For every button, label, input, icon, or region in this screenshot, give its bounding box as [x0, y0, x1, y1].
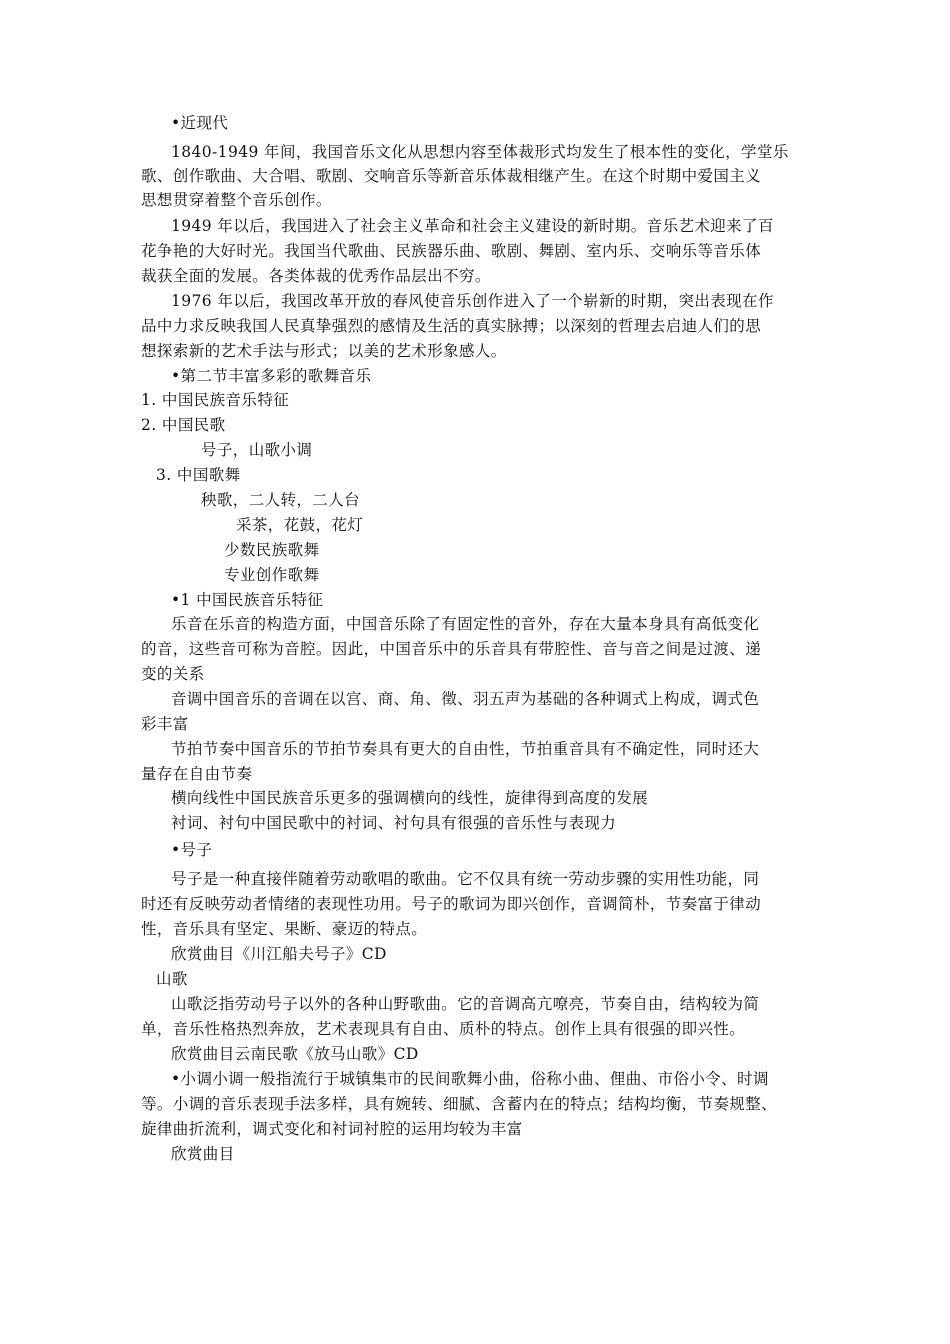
sub-item: 号子，山歌小调 — [201, 441, 313, 459]
paragraph-line: 彩丰富 — [141, 715, 189, 733]
paragraph-line: 1976 年以后，我国改革开放的春风使音乐创作进入了一个崭新的时期，突出表现在作 — [171, 292, 774, 310]
paragraph-line: 变的关系 — [141, 665, 205, 683]
paragraph-line: 1949 年以后，我国进入了社会主义革命和社会主义建设的新时期。音乐艺术迎来了百 — [171, 217, 774, 235]
paragraph-line: 节拍节奏中国音乐的节拍节奏具有更大的自由性，节拍重音具有不确定性，同时还大 — [171, 740, 760, 758]
numbered-item: 1. 中国民族音乐特征 — [141, 391, 290, 409]
paragraph-line: 等。小调的音乐表现手法多样，具有婉转、细腻、含蓄内在的特点；结构均衡，节奏规整、 — [141, 1095, 778, 1113]
heading-music-features: •1 中国民族音乐特征 — [171, 591, 324, 609]
paragraph-line: 旋律曲折流利，调式变化和衬词衬腔的运用均较为丰富 — [141, 1120, 523, 1138]
paragraph-line: 性，音乐具有坚定、果断、豪迈的特点。 — [141, 920, 428, 938]
paragraph-line: •小调小调一般指流行于城镇集市的民间歌舞小曲，俗称小曲、俚曲、市俗小令、时调 — [171, 1070, 769, 1088]
sub-item: 采茶，花鼓，花灯 — [236, 516, 364, 534]
paragraph-line: 的音，这些音可称为音腔。因此，中国音乐中的乐音具有带腔性、音与音之间是过渡、递 — [141, 640, 762, 658]
sub-item: 少数民族歌舞 — [224, 541, 320, 559]
heading-shange: 山歌 — [156, 970, 188, 988]
paragraph-line: 品中力求反映我国人民真挚强烈的感情及生活的真实脉搏；以深刻的哲理去启迪人们的思 — [141, 317, 762, 335]
heading-section-two: •第二节丰富多彩的歌舞音乐 — [171, 367, 372, 385]
paragraph-line: 乐音在乐音的构造方面，中国音乐除了有固定性的音外，存在大量本身具有高低变化 — [171, 615, 760, 633]
paragraph-line: 时还有反映劳动者情绪的表现性功用。号子的歌词为即兴创作，音调简朴，节奏富于律动 — [141, 895, 762, 913]
paragraph-line: 裁获全面的发展。各类体裁的优秀作品层出不穷。 — [141, 267, 491, 285]
numbered-item: 3. 中国歌舞 — [156, 466, 241, 484]
listening-piece: 欣赏曲目云南民歌《放马山歌》CD — [171, 1045, 419, 1063]
numbered-item: 2. 中国民歌 — [141, 416, 226, 434]
paragraph-line: 1840-1949 年间，我国音乐文化从思想内容至体裁形式均发生了根本性的变化，学堂乐 — [171, 143, 789, 161]
paragraph-line: 山歌泛指劳动号子以外的各种山野歌曲。它的音调高亢嘹亮，节奏自由，结构较为简 — [171, 995, 760, 1013]
paragraph-line: 歌、创作歌曲、大合唱、歌剧、交响音乐等新音乐体裁相继产生。在这个时期中爱国主义 — [141, 167, 762, 185]
heading-modern-era: •近现代 — [171, 114, 229, 132]
paragraph-line: 号子是一种直接伴随着劳动歌唱的歌曲。它不仅具有统一劳动步骤的实用性功能，同 — [171, 870, 760, 888]
sub-item: 秧歌，二人转，二人台 — [201, 491, 361, 509]
listening-piece: 欣赏曲目 — [171, 1145, 235, 1163]
sub-item: 专业创作歌舞 — [224, 566, 320, 584]
heading-haozi: •号子 — [171, 841, 213, 859]
paragraph-line: 量存在自由节奏 — [141, 765, 253, 783]
paragraph-line: 思想贯穿着整个音乐创作。 — [141, 191, 332, 209]
paragraph-line: 音调中国音乐的音调在以宫、商、角、徵、羽五声为基础的各种调式上构成，调式色 — [171, 690, 760, 708]
paragraph-line: 单，音乐性格热烈奔放，艺术表现具有自由、质朴的特点。创作上具有很强的即兴性。 — [141, 1020, 746, 1038]
paragraph-line: 花争艳的大好时光。我国当代歌曲、民族器乐曲、歌剧、舞剧、室内乐、交响乐等音乐体 — [141, 242, 762, 260]
paragraph-line: 想探索新的艺术手法与形式；以美的艺术形象感人。 — [141, 342, 507, 360]
paragraph-line: 横向线性中国民族音乐更多的强调横向的线性，旋律得到高度的发展 — [171, 789, 649, 807]
listening-piece: 欣赏曲目《川江船夫号子》CD — [171, 945, 387, 963]
paragraph-line: 衬词、衬句中国民歌中的衬词、衬句具有很强的音乐性与表现力 — [171, 814, 617, 832]
